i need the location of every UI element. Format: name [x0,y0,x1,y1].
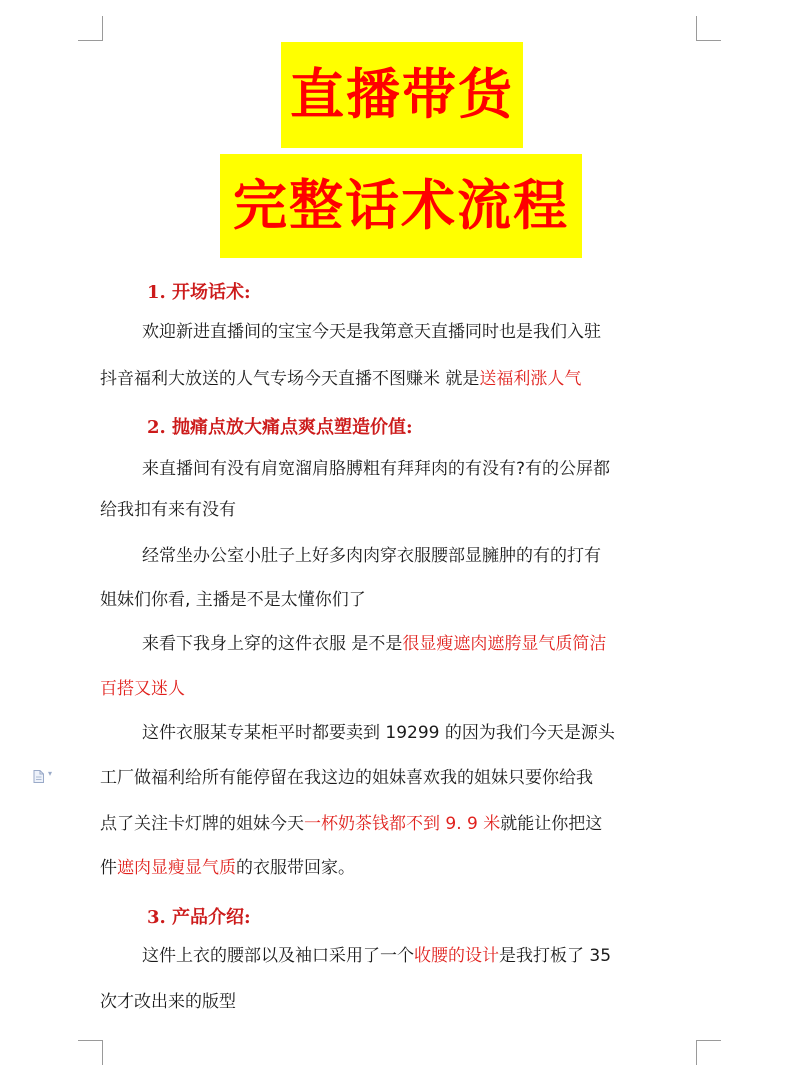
chevron-down-icon[interactable]: ▾ [48,769,53,778]
text-line: 件遮肉显瘦显气质的衣服带回家。 [100,858,355,878]
section-heading-opening: 1. 开场话术: [147,282,251,303]
highlight-text: 一杯奶茶钱都不到 9. 9 米 [304,814,501,834]
text-line: 来直播间有没有肩宽溜肩胳膊粗有拜拜肉的有没有?有的公屏都 [142,459,611,479]
page-corner-mark [78,1040,103,1065]
text-line: 点了关注卡灯牌的姐妹今天一杯奶茶钱都不到 9. 9 米就能让你把这 [100,814,603,834]
section-heading-pain-points: 2. 抛痛点放大痛点爽点塑造价值: [147,417,413,438]
text-line: 抖音福利大放送的人气专场今天直播不图赚米 就是送福利涨人气 [100,369,582,389]
text-line: 这件衣服某专某柜平时都要卖到 19299 的因为我们今天是源头 [142,723,615,743]
text-line: 来看下我身上穿的这件衣服 是不是很显瘦遮肉遮胯显气质简洁 [142,634,607,654]
highlight-text: 收腰的设计 [414,946,499,966]
text-line: 欢迎新进直播间的宝宝今天是我第意天直播同时也是我们入驻 [142,322,601,342]
page-corner-mark [696,16,721,41]
text-line: 这件上衣的腰部以及袖口采用了一个收腰的设计是我打板了 35 [142,946,612,966]
section-heading-product: 3. 产品介绍: [147,907,251,928]
highlight-text: 遮肉显瘦显气质 [117,858,236,878]
page-title-line-1: 直播带货 [281,42,523,148]
text-line [100,679,700,699]
highlight-text: 很显瘦遮肉遮胯显气质简洁 [402,634,607,654]
page-corner-mark [696,1040,721,1065]
document-icon[interactable] [33,770,44,783]
page-corner-mark [78,16,103,41]
highlight-text: 百搭又迷人 [100,679,185,699]
page-title-line-2: 完整话术流程 [220,154,582,258]
text-line: 次才改出来的版型 [100,992,236,1012]
highlight-text: 送福利涨人气 [479,369,582,389]
text-line: 经常坐办公室小肚子上好多肉肉穿衣服腰部显臃肿的有的打有 [142,546,601,566]
text-line: 工厂做福利给所有能停留在我这边的姐妹喜欢我的姐妹只要你给我 [100,768,593,788]
text-line: 姐妹们你看, 主播是不是太懂你们了 [100,590,366,610]
text-line: 给我扣有来有没有 [100,500,236,520]
